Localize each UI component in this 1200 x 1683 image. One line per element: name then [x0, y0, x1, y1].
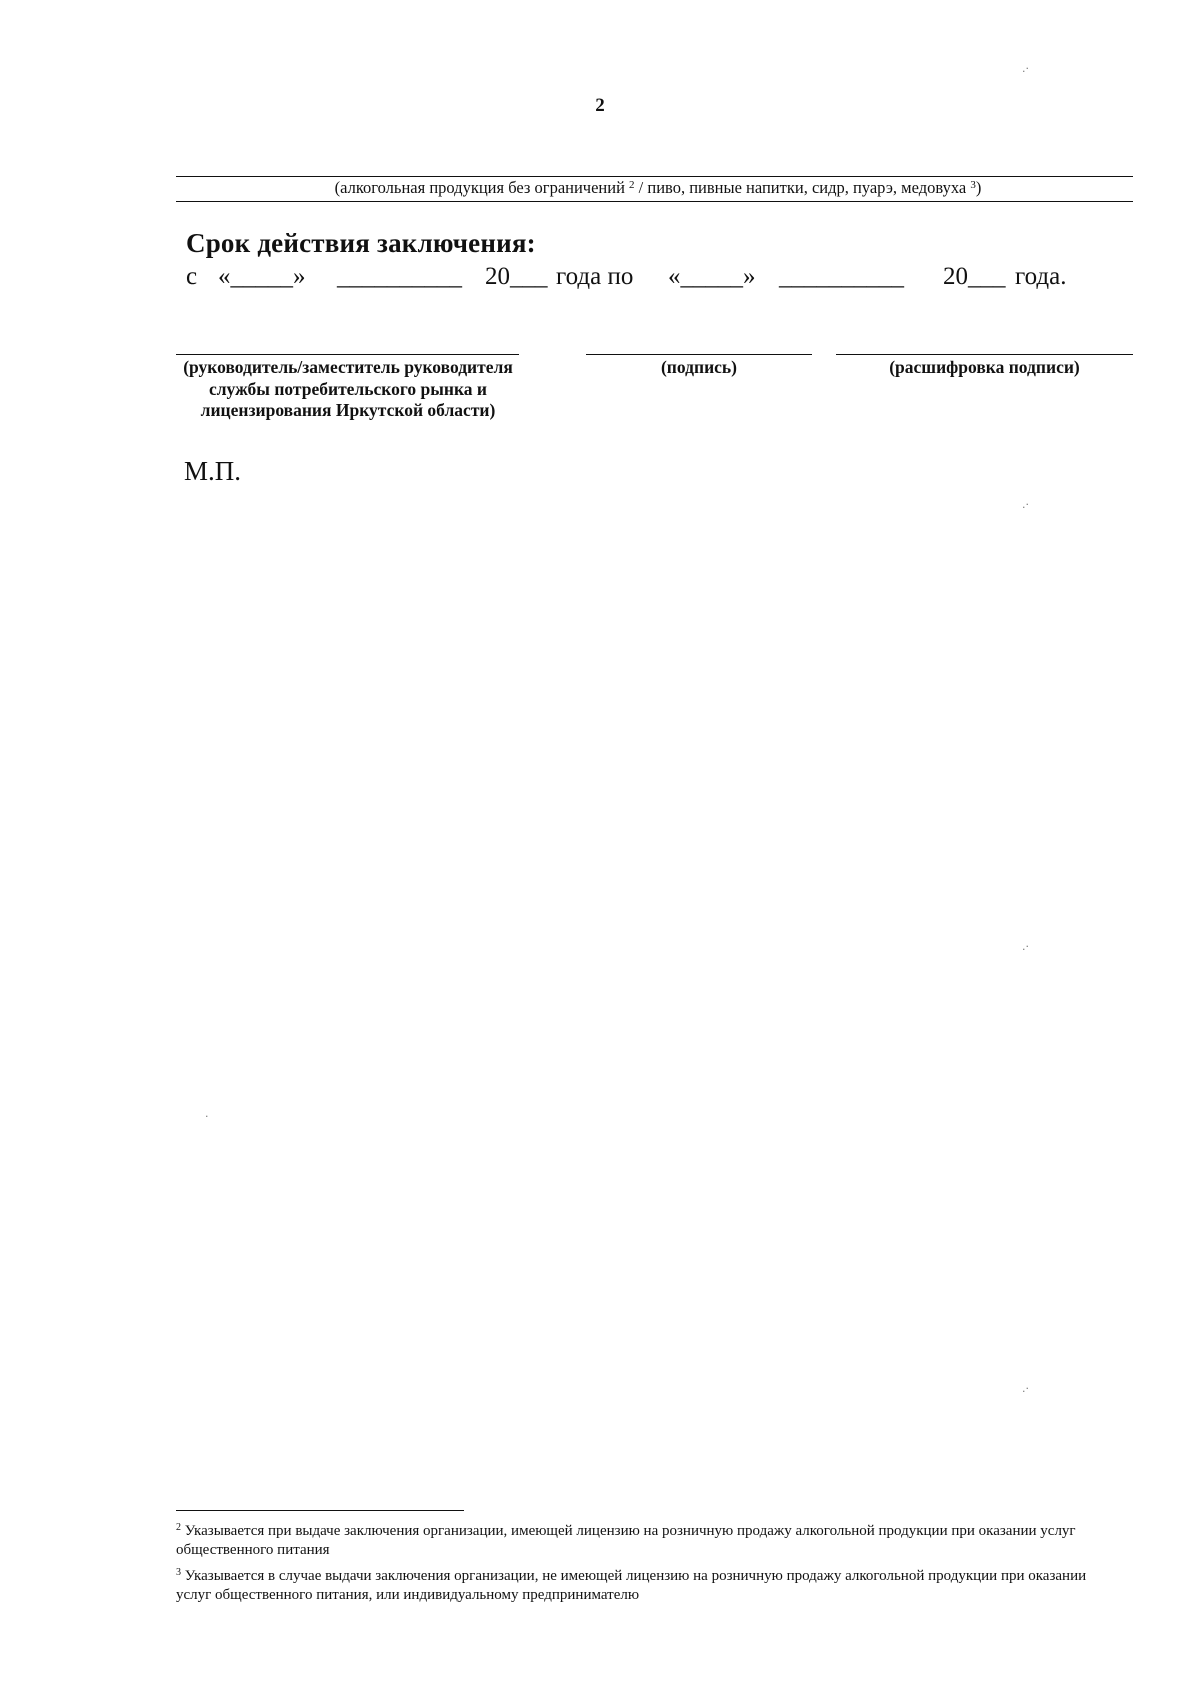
scan-speck: .· — [1022, 62, 1029, 75]
validity-heading: Срок действия заключения: — [186, 228, 536, 258]
product-type-text-2: / пиво, пивные напитки, сидр, пуарэ, медовуха — [634, 178, 967, 197]
footnote-3-text: Указывается в случае выдачи заключения организации, не имеющей лицензию на розничную продажу алкогольной продукции при оказании услуг общественного питания, или индивидуальному предпринимателю — [176, 1568, 1087, 1603]
scan-speck: · — [205, 1110, 209, 1123]
position-line — [176, 354, 519, 355]
signature-caption: (подпись) — [660, 357, 738, 377]
date-to-suffix: года. — [1015, 263, 1067, 290]
stamp-place: М.П. — [184, 456, 242, 486]
scan-speck: .· — [1022, 498, 1029, 511]
footnote-mark-2: 2 — [176, 1522, 181, 1533]
scan-speck: .· — [1022, 1382, 1029, 1395]
footnote-ref-3: 3 — [970, 179, 976, 191]
date-from-year-field: 20___ — [485, 263, 548, 290]
signature-line — [586, 354, 812, 355]
scan-speck: .· — [1022, 940, 1029, 953]
footnote-2-text: Указывается при выдаче заключения организации, имеющей лицензию на розничную продажу алкогольной продукции при оказании услуг общественного питания — [176, 1523, 1076, 1558]
date-to-day-field: «_____» — [668, 263, 756, 290]
position-caption: (руководитель/заместитель руководителя службы потребительского рынка и лицензирования Иркутской области) — [183, 357, 513, 420]
date-to-label: года по — [556, 263, 634, 290]
footnote-mark-3: 3 — [176, 1567, 181, 1578]
date-from-prefix: с — [186, 263, 198, 290]
footnote-3 — [176, 1567, 1116, 1605]
date-to-month-field: __________ — [779, 263, 904, 290]
product-field-line-bottom — [176, 201, 1133, 202]
date-from-day-field: «_____» — [218, 263, 306, 290]
product-field-line-top — [176, 176, 1133, 177]
footnote-separator — [176, 1510, 464, 1511]
decode-caption: (расшифровка подписи) — [889, 357, 1080, 377]
page-number: 2 — [595, 95, 605, 116]
footnote-2 — [176, 1522, 1116, 1560]
product-type-text-1: (алкогольная продукция без ограничений — [334, 178, 625, 197]
product-type-caption — [178, 178, 1138, 198]
decode-line — [836, 354, 1133, 355]
date-from-month-field: __________ — [337, 263, 462, 290]
footnote-ref-2: 2 — [629, 179, 635, 191]
date-to-year-field: 20___ — [943, 263, 1006, 290]
product-type-text-3: ) — [975, 178, 982, 197]
